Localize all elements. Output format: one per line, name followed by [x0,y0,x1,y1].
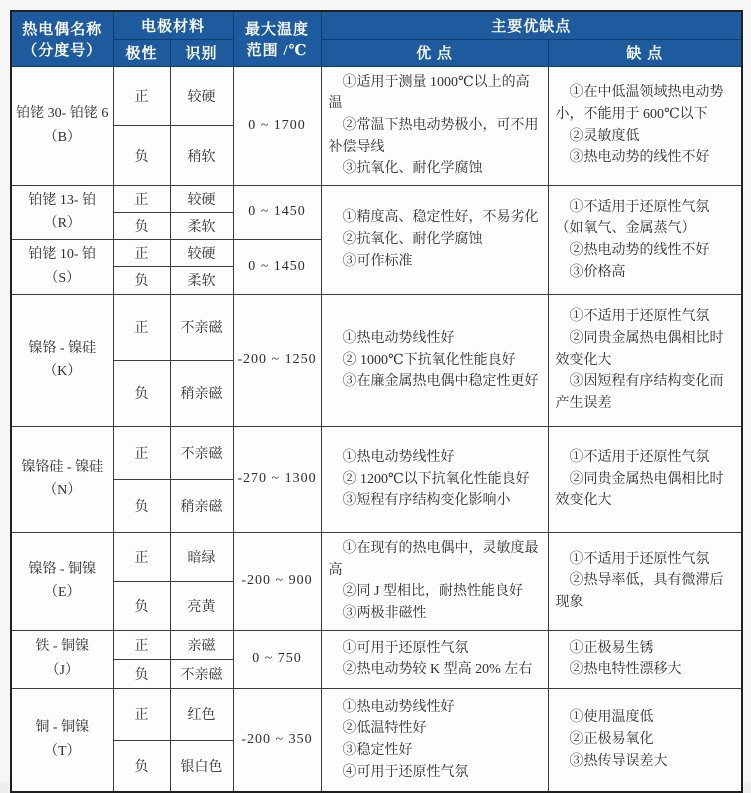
thermocouple-name: 镍铬 - 铜镍 [28,561,97,577]
pro-item: ③两极非磁性 [342,606,427,621]
polarity-positive-E: 正 [113,532,170,581]
name-cell-R [11,185,113,239]
pro-item: ②常温下热电动势极小，可不用补偿导线 [328,117,539,155]
header-identify: 识别 [170,39,233,66]
header-temp-line1: 最大温度 [245,21,310,38]
con-item: ②热电特性漂移大 [569,662,682,678]
polarity-negative-E: 负 [113,581,170,630]
pros-cell-N [321,426,548,532]
con-item: ③热电动势的线性不好 [569,150,710,166]
name-cell-E [11,532,113,630]
pro-item: ①热电动势线性好 [342,449,455,465]
cons-cell-K [548,294,742,426]
cons-cell-RS [548,185,742,294]
name-cell-T [11,688,113,792]
temp-range-R: 0 ~ 1450 [233,185,321,239]
pros-cell-K [321,294,548,426]
con-item: ③价格高 [569,264,626,280]
polarity-negative-K: 负 [113,360,170,426]
polarity-negative-R: 负 [113,212,170,239]
con-item: ②热电动势的线性不好 [569,242,710,258]
cons-cell-N [548,426,742,532]
pro-item: ②抗氧化、耐化学腐蚀 [342,232,483,248]
pro-item: ③抗氧化、耐化学腐蚀 [342,161,483,177]
pro-item: ②热电动势较 K 型高 20% 左右 [342,662,533,678]
con-item: ②灵敏度低 [569,128,640,144]
temp-range-K: -200 ~ 1250 [233,294,321,426]
cons-cell-J [548,630,742,688]
pro-item: ①热电动势线性好 [342,699,455,715]
thermocouple-code: （E） [43,585,81,601]
thermocouple-name: 镍铬硅 - 镍硅 [21,459,104,475]
thermocouple-comparison-table [10,10,743,793]
thermocouple-code: （B） [43,129,81,145]
identify-positive-E: 暗绿 [170,532,233,581]
identify-positive-T: 红色 [170,688,233,740]
con-item: ①不适用于还原性气氛 [569,309,710,325]
con-item: ①使用温度低 [569,710,654,726]
name-cell-S [11,239,113,294]
identify-positive-N: 不亲磁 [170,426,233,479]
header-electrode-material: 电极材料 [113,11,233,39]
identify-negative-E: 亮黄 [170,581,233,630]
temp-range-S: 0 ~ 1450 [233,239,321,294]
pro-item: ② 1000℃下抗氧化性能良好 [342,352,516,368]
cons-cell-B [548,66,742,185]
thermocouple-code: （N） [43,483,82,499]
polarity-negative-N: 负 [113,479,170,532]
polarity-negative-J: 负 [113,659,170,688]
cons-cell-T [548,688,742,792]
identify-negative-K: 稍亲磁 [170,360,233,426]
pro-item: ①在现有的热电偶中，灵敏度最高 [328,540,539,578]
name-cell-J [11,630,113,688]
temp-range-N: -270 ~ 1300 [233,426,321,532]
thermocouple-code: （T） [43,743,81,759]
thermocouple-name: 铜 - 铜镍 [35,720,90,736]
identify-negative-J: 不亲磁 [170,659,233,688]
header-cons: 缺 点 [548,39,742,66]
identify-positive-R: 较硬 [170,185,233,212]
thermocouple-name: 铂铑 30- 铂铑 6 [16,105,109,121]
name-cell-N [11,426,113,532]
thermocouple-name: 铂铑 13- 铂 [28,192,97,208]
identify-negative-S: 柔软 [170,266,233,294]
thermocouple-code: （S） [44,270,81,286]
header-polarity: 极性 [113,39,170,66]
header-max-temp-range [233,11,321,66]
header-name-line2: （分度号） [22,42,103,59]
pro-item: ④可用于还原性气氛 [342,764,469,780]
con-item: ①在中低温领域热电动势小，不能用于 600℃以下 [555,85,724,123]
polarity-positive-R: 正 [113,185,170,212]
pros-cell-E [321,532,548,630]
polarity-positive-T: 正 [113,688,170,740]
thermocouple-code: （K） [43,364,82,380]
header-thermocouple-name [11,11,113,66]
pro-item: ③稳定性好 [342,742,413,758]
pro-item: ①热电动势线性好 [342,330,455,346]
thermocouple-code: （J） [45,663,79,679]
thermocouple-name: 镍铬 - 镍硅 [28,340,97,356]
identify-positive-S: 较硬 [170,239,233,266]
polarity-positive-K: 正 [113,294,170,360]
pro-item: ①适用于测量 1000℃以上的高温 [328,74,530,112]
con-item: ②同贵金属热电偶相比时效变化大 [555,471,724,509]
temp-range-E: -200 ~ 900 [233,532,321,630]
temp-range-J: 0 ~ 750 [233,630,321,688]
identify-negative-T: 银白色 [170,740,233,792]
con-item: ①不适用于还原性气氛 [569,551,710,567]
con-item: ①不适用于还原性气氛（如氧气、金属蒸气） [555,199,710,237]
polarity-negative-B: 负 [113,126,170,186]
name-cell-B [11,66,113,185]
cons-cell-E [548,532,742,630]
identify-positive-K: 不亲磁 [170,294,233,360]
con-item: ③因短程有序结构变化而产生误差 [555,374,724,411]
thermocouple-name: 铁 - 铜镍 [35,639,90,655]
polarity-positive-J: 正 [113,630,170,659]
polarity-negative-T: 负 [113,740,170,792]
identify-negative-R: 柔软 [170,212,233,239]
pro-item: ③可作标准 [342,253,413,269]
pro-item: ② 1200℃以下抗氧化性能良好 [342,471,530,487]
temp-range-T: -200 ~ 350 [233,688,321,792]
header-pros: 优 点 [321,39,548,66]
pros-cell-B [321,66,548,185]
pro-item: ③在廉金属热电偶中稳定性更好 [342,374,539,390]
polarity-positive-N: 正 [113,426,170,479]
thermocouple-name: 铂铑 10- 铂 [28,247,97,263]
con-item: ①不适用于还原性气氛 [569,449,710,465]
temp-range-B: 0 ~ 1700 [233,66,321,185]
pro-item: ①可用于还原性气氛 [342,640,469,656]
polarity-positive-S: 正 [113,239,170,266]
thermocouple-code: （R） [43,216,81,232]
header-temp-line2: 范围 /℃ [246,42,308,59]
con-item: ②正极易氧化 [569,732,654,748]
pro-item: ①精度高、稳定性好，不易劣化 [342,210,539,226]
identify-positive-J: 亲磁 [170,630,233,659]
polarity-positive-B: 正 [113,66,170,126]
pro-item: ②低温特性好 [342,721,427,737]
con-item: ②热导率低，具有微滞后现象 [555,573,724,611]
header-name-line1: 热电偶名称 [22,21,103,38]
con-item: ①正极易生锈 [569,640,654,656]
name-cell-K [11,294,113,426]
pro-item: ③短程有序结构变化影响小 [342,493,511,509]
identify-positive-B: 较硬 [170,66,233,126]
con-item: ③热传导误差大 [569,753,668,769]
pros-cell-T [321,688,548,792]
pro-item: ②同 J 型相比，耐热性能良好 [342,584,523,600]
polarity-negative-S: 负 [113,266,170,294]
con-item: ②同贵金属热电偶相比时效变化大 [555,330,724,368]
identify-negative-N: 稍亲磁 [170,479,233,532]
pros-cell-RS [321,185,548,294]
pros-cell-J [321,630,548,688]
header-pros-cons: 主要优缺点 [321,11,742,39]
identify-negative-B: 稍软 [170,126,233,186]
